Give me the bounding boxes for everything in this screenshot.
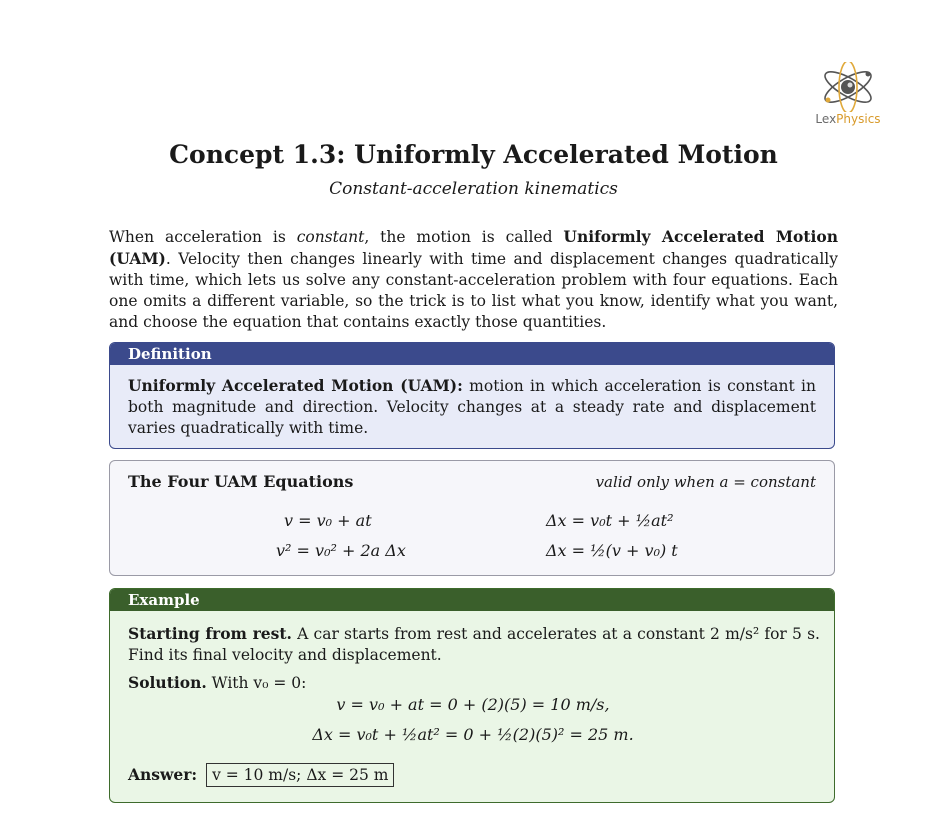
equation-average-velocity: Δx = ½(v + v₀) t [546,541,678,560]
calculation-velocity: v = v₀ + at = 0 + (2)(5) = 10 m/s, [336,695,610,714]
atom-icon [816,62,880,112]
logo-wordmark: LexPhysics [815,112,881,126]
equations-validity-note: valid only when a = constant [595,473,816,491]
equation-displacement-time: Δx = v₀t + ½at² [546,511,674,530]
example-box [109,588,835,803]
definition-box [109,342,835,449]
equation-velocity-time: v = v₀ + at [284,511,372,530]
page-subtitle: Constant-acceleration kinematics [329,179,618,199]
definition-body: Uniformly Accelerated Motion (UAM): motion in which acceleration is constant in both magnitude and direction. Velocity changes at a steady rate and displacement varies quadratically with time. [128,376,816,437]
calculation-displacement: Δx = v₀t + ½at² = 0 + ½(2)(5)² = 25 m. [312,725,634,744]
example-problem: Starting from rest. A car starts from rest and accelerates at a constant 2 m/s² for 5 s. Find its final velocity and displacement. [128,624,820,664]
equations-title: The Four UAM Equations [128,472,354,491]
example-solution-intro: Solution. With v₀ = 0: [128,673,307,692]
page-title: Concept 1.3: Uniformly Accelerated Motion [169,140,778,169]
lexphysics-logo [810,62,886,130]
definition-header: Definition [110,343,834,365]
example-answer: Answer: v = 10 m/s; Δx = 25 m [128,763,394,787]
intro-paragraph: When acceleration is constant, the motion is called Uniformly Accelerated Motion (UAM). Velocity then changes linearly with time and displacement changes quadratically with time, which lets us solve any constant-acceleration problem with four equations. Each one omits a different variable, so the trick is to list what you know, identify what you want, and choose the equation that contains exactly those quantities. [109,227,838,331]
example-header: Example [110,589,834,611]
answer-box: v = 10 m/s; Δx = 25 m [206,763,394,787]
equation-velocity-displacement: v² = v₀² + 2a Δx [276,541,406,560]
equations-box [109,460,835,576]
